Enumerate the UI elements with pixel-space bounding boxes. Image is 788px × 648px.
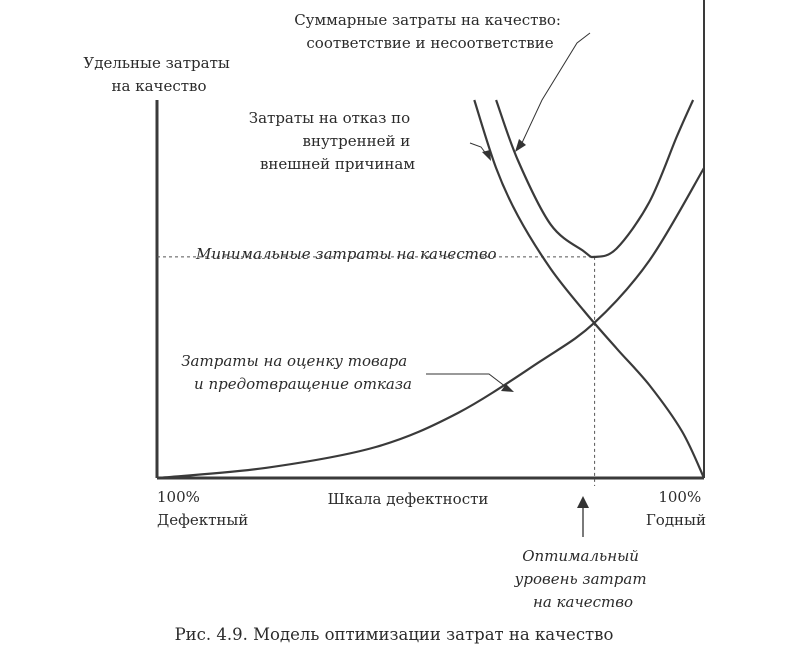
x-left-label: 100% Дефектный — [157, 488, 249, 529]
failure-cost-leader-head — [482, 150, 491, 161]
minimum-cost-label: Минимальные затраты на качество — [196, 245, 497, 263]
total-cost-curve — [496, 100, 693, 257]
series-label-failure-cost: Затраты на отказ по внутренней и внешней причинам — [248, 109, 415, 173]
optimum-level-label: Оптимальный уровень затрат на качество — [514, 547, 647, 611]
x-axis-label: Шкала дефектности — [327, 490, 489, 508]
y-axis-label: Удельные затраты на качество — [83, 54, 230, 95]
optimum-arrow-head — [577, 496, 589, 508]
series-label-appraisal-cost: Затраты на оценку товара и предотвращение отказа — [181, 352, 412, 393]
series-curves — [157, 100, 704, 478]
series-label-total-cost: Суммарные затраты на качество: соответствие и несоответствие — [294, 11, 562, 52]
x-right-label: 100% Годный — [645, 488, 706, 529]
figure-caption: Рис. 4.9. Модель оптимизации затрат на качество — [174, 625, 614, 644]
appraisal-cost-leader — [426, 374, 506, 387]
appraisal-cost-curve — [157, 168, 704, 478]
total-cost-leader-head — [515, 139, 526, 152]
